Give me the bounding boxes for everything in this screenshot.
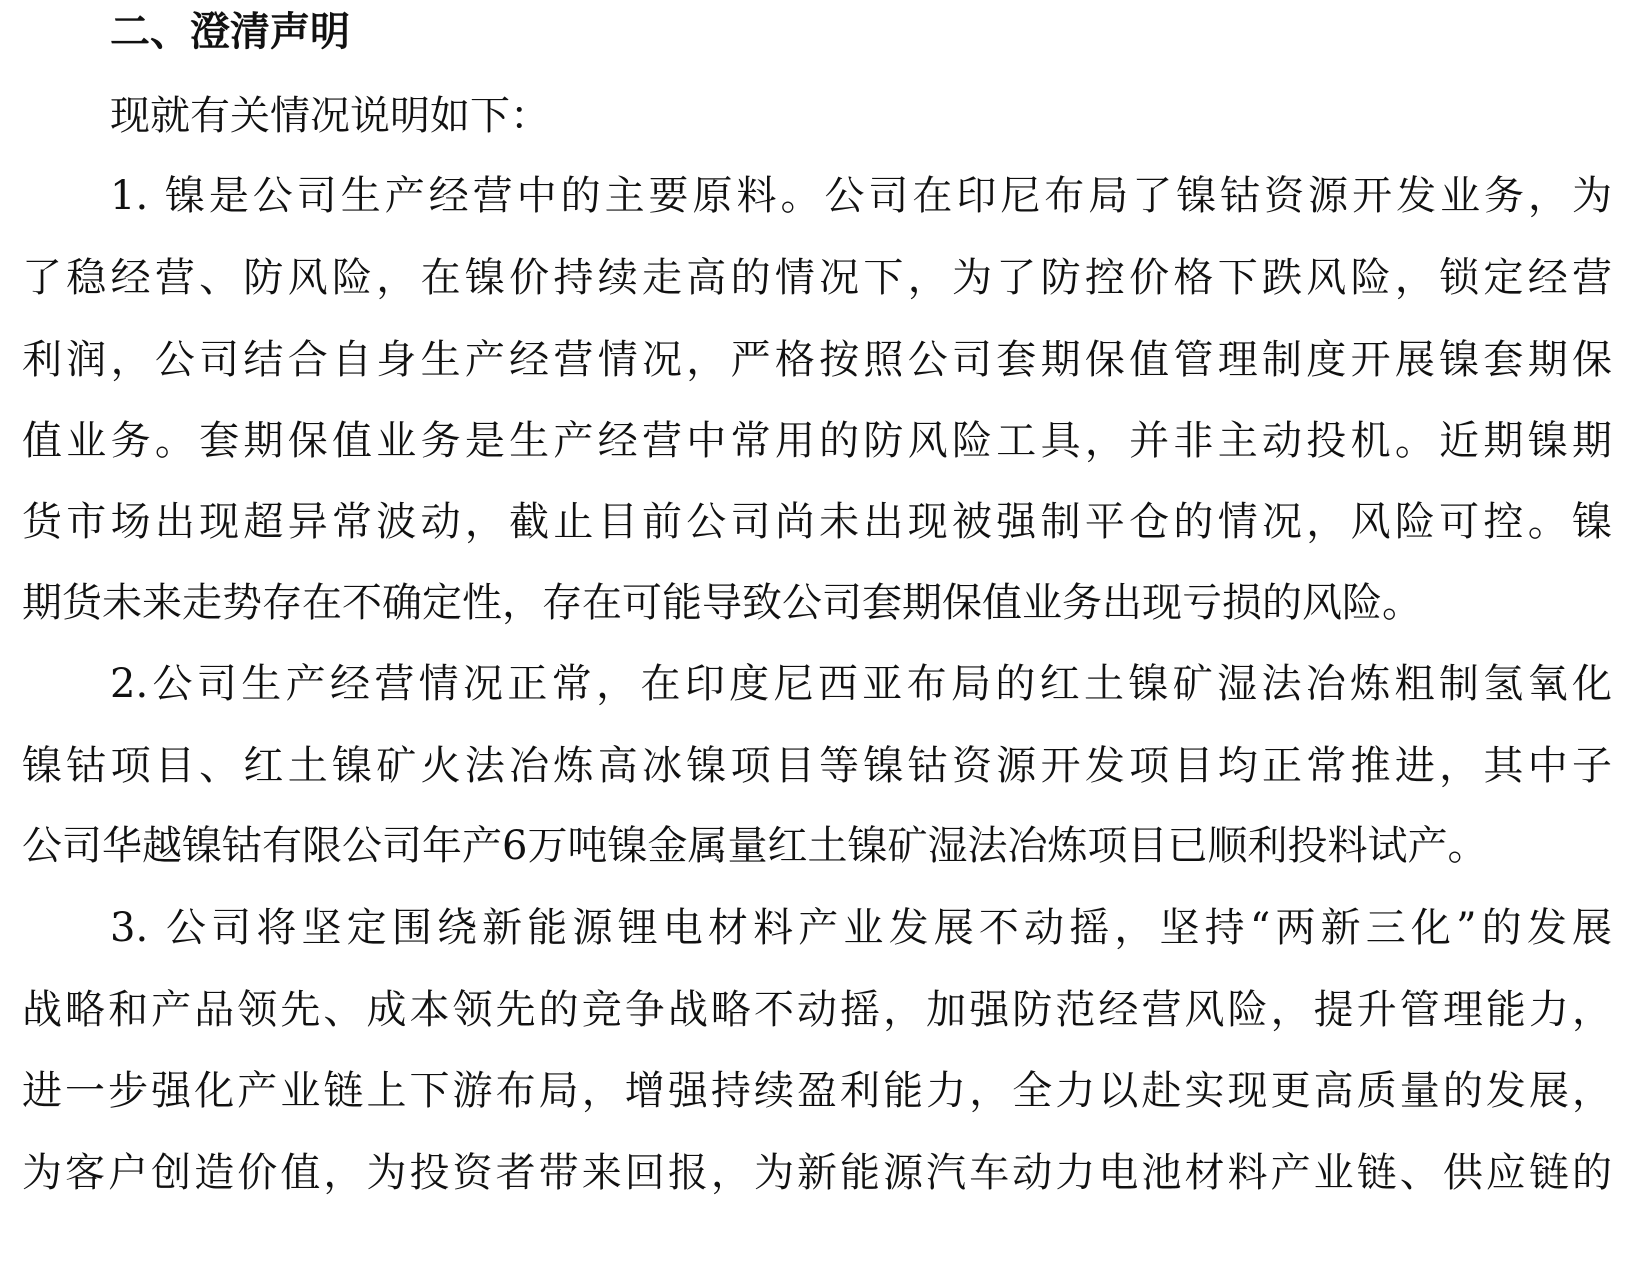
paragraph-line: 期货未来走势存在不确定性，存在可能导致公司套期保值业务出现亏损的风险。 <box>22 580 1422 626</box>
paragraph-line: 了稳经营、防风险，在镍价持续走高的情况下，为了防控价格下跌风险，锁定经营 <box>22 255 1612 301</box>
paragraph-line: 公司华越镍钴有限公司年产6万吨镍金属量红土镍矿湿法冶炼项目已顺利投料试产。 <box>22 823 1488 869</box>
paragraph-line: 战略和产品领先、成本领先的竞争战略不动摇，加强防范经营风险，提升管理能力， <box>22 987 1612 1033</box>
paragraph-line: 镍钴项目、红土镍矿火法冶炼高冰镍项目等镍钴资源开发项目均正常推进，其中子 <box>22 743 1612 789</box>
intro-line: 现就有关情况说明如下： <box>110 93 550 139</box>
paragraph-line: 为客户创造价值，为投资者带来回报，为新能源汽车动力电池材料产业链、供应链的 <box>22 1150 1612 1196</box>
paragraph-line: 值业务。套期保值业务是生产经营中常用的防风险工具，并非主动投机。近期镍期 <box>22 418 1612 464</box>
paragraph-line: 货市场出现超异常波动，截止目前公司尚未出现被强制平仓的情况，风险可控。镍 <box>22 499 1612 545</box>
paragraph-line: 1. 镍是公司生产经营中的主要原料。公司在印尼布局了镍钴资源开发业务，为 <box>110 173 1612 219</box>
paragraph-line: 利润，公司结合自身生产经营情况，严格按照公司套期保值管理制度开展镍套期保 <box>22 337 1612 383</box>
paragraph-line: 2.公司生产经营情况正常，在印度尼西亚布局的红土镍矿湿法冶炼粗制氢氧化 <box>110 661 1612 707</box>
paragraph-line: 3. 公司将坚定围绕新能源锂电材料产业发展不动摇，坚持“两新三化”的发展 <box>110 905 1612 951</box>
paragraph-line: 进一步强化产业链上下游布局，增强持续盈利能力，全力以赴实现更高质量的发展， <box>22 1068 1612 1114</box>
section-title: 二、澄清声明 <box>110 8 350 55</box>
